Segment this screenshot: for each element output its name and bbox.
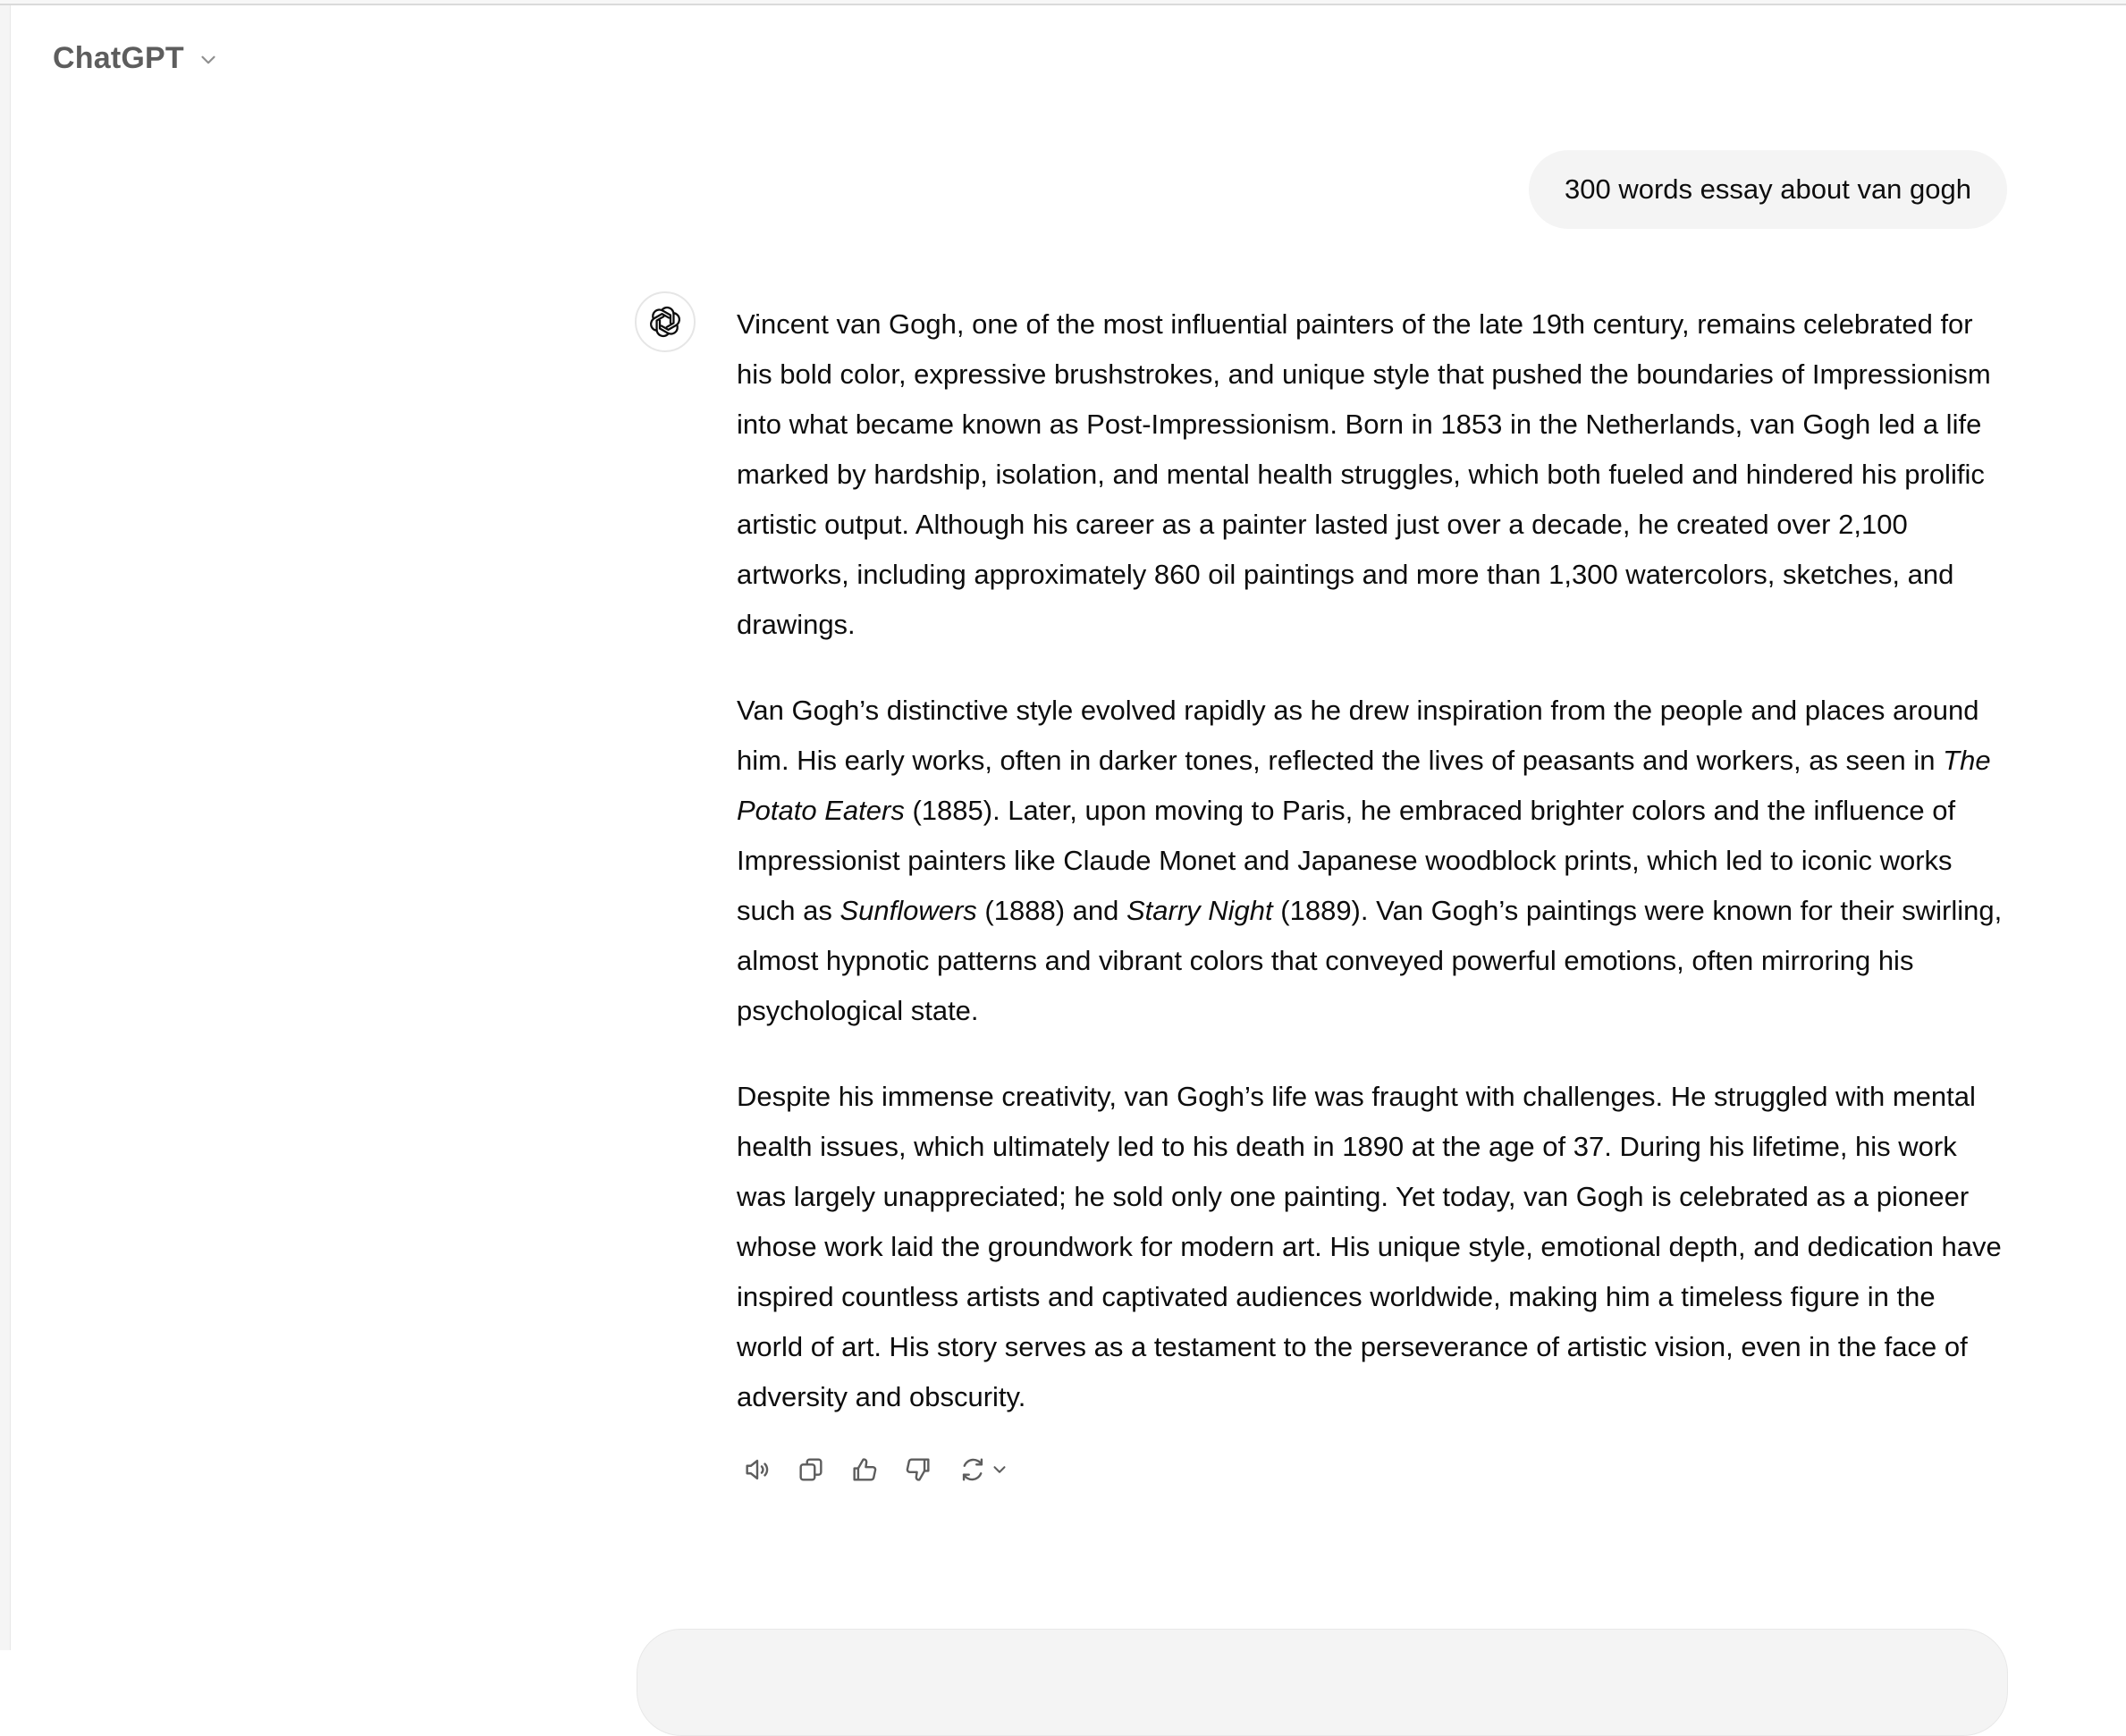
response-paragraph-1: Vincent van Gogh, one of the most influential painters of the late 19th century, remains celebrated for his bold color, expressive brushstrokes, and unique style that pushed the boundaries of Impressionism into what became known as Post-Impressionism. Born in 1853 in the Netherlands, van Gogh led a life marked by hardship, isolation, and mental health struggles, which both fueled and hindered his prolific artistic output. Although his career as a painter lasted just over a decade, he created over 2,100 artworks, including approximately 860 oil paintings and more than 1,300 watercolors, sketches, and drawings. [737, 308, 1991, 640]
read-aloud-button[interactable] [737, 1449, 778, 1490]
regenerate-icon [958, 1454, 988, 1485]
artwork-title: Sunflowers [839, 895, 977, 926]
response-text: (1885). Later, upon moving to Paris, he embraced brighter colors and the influence of Impressionist painters like Claude Monet and Japanese woodblock prints, which led to iconic works such as [737, 795, 1956, 926]
response-text: (1889). Van Gogh’s paintings were known for their swirling, almost hypnotic patterns and vibrant colors that conveyed powerful emotions, often mirroring his psychological state. [737, 895, 2003, 1026]
user-message [1529, 150, 2007, 229]
sidebar-edge [0, 5, 11, 1650]
assistant-avatar [635, 291, 696, 352]
assistant-response [737, 299, 2006, 1422]
response-paragraph-3: Despite his immense creativity, van Gogh’s life was fraught with challenges. He struggled with mental health issues, which ultimately led to his death in 1890 at the age of 37. During his lifetime, his work was largely unappreciated; he sold only one painting. Yet today, van Gogh is celebrated as a pioneer whose work laid the groundwork for modern art. His unique style, emotional depth, and dedication have inspired countless artists and captivated audiences worldwide, making him a timeless figure in the world of art. His story serves as a testament to the perseverance of artistic vision, even in the face of adversity and obscurity. [737, 1081, 2002, 1412]
user-message-text: 300 words essay about van gogh [1565, 173, 1971, 205]
response-paragraph-2 [737, 686, 2006, 1036]
chevron-down-icon [197, 48, 220, 72]
read-aloud-icon [742, 1454, 772, 1485]
regenerate-button[interactable] [951, 1449, 1016, 1490]
thumbs-down-icon [903, 1454, 933, 1485]
message-actions [737, 1446, 1016, 1493]
model-selector-label: ChatGPT [53, 40, 184, 75]
thumbs-up-button[interactable] [844, 1449, 885, 1490]
model-selector[interactable] [53, 36, 220, 80]
response-text: Van Gogh’s distinctive style evolved rapidly as he drew inspiration from the people and places around him. His early works, often in darker tones, reflected the lives of peasants and workers, as seen in [737, 695, 1979, 776]
window-top-edge [0, 0, 2126, 5]
artwork-title: Starry Night [1126, 895, 1273, 926]
thumbs-down-button[interactable] [898, 1449, 939, 1490]
artwork-title: The Potato Eaters [737, 745, 1991, 826]
response-text: (1888) and [976, 895, 1126, 926]
message-composer[interactable] [637, 1629, 2008, 1736]
thumbs-up-icon [849, 1454, 880, 1485]
chevron-down-icon [990, 1460, 1009, 1479]
openai-logo-icon [646, 303, 684, 341]
copy-icon [796, 1454, 826, 1485]
copy-button[interactable] [790, 1449, 831, 1490]
